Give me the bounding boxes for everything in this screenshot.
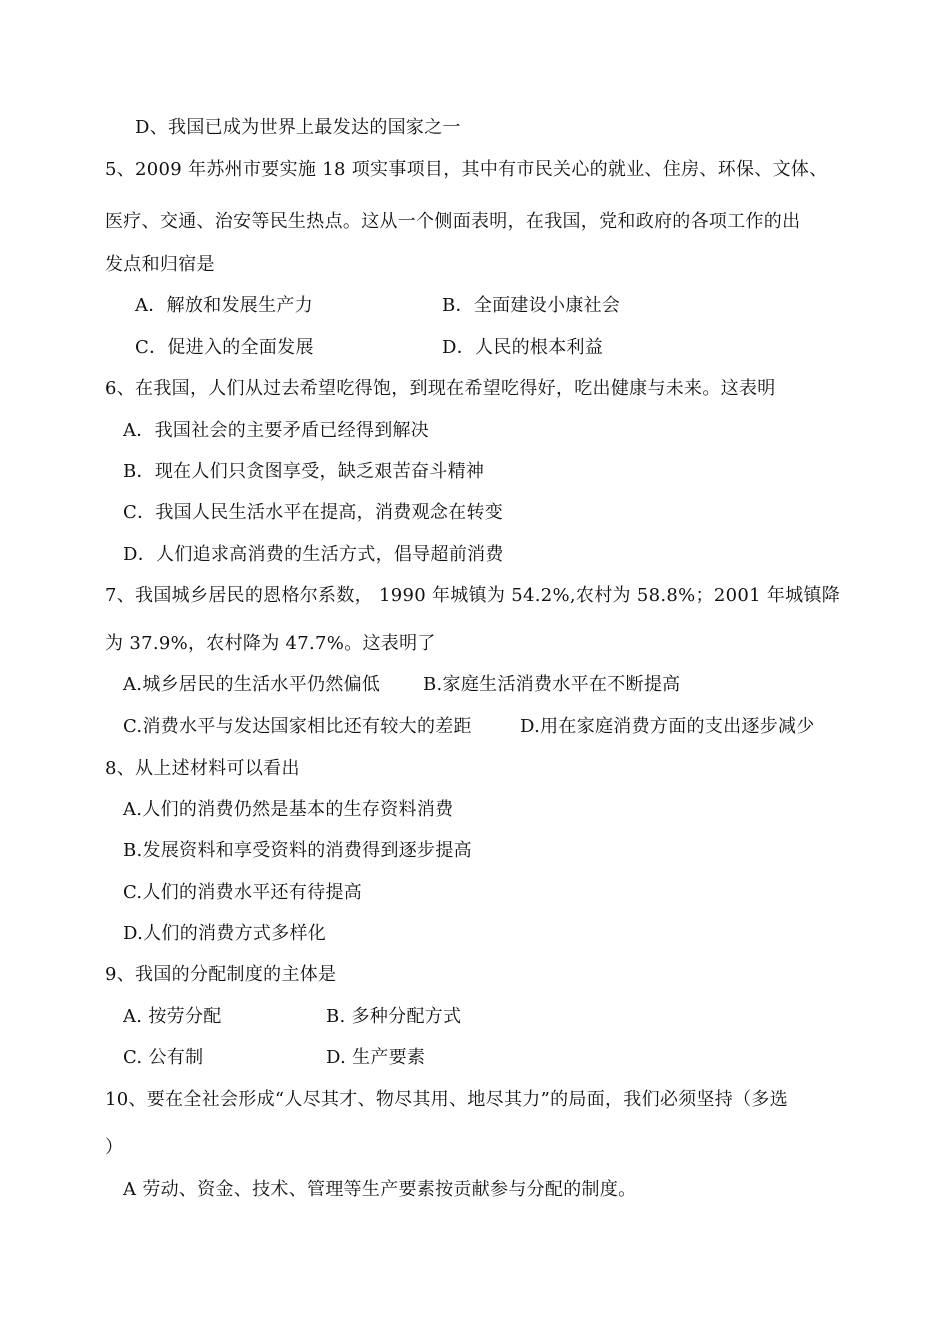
- q8-stem: 8、从上述材料可以看出: [105, 758, 300, 779]
- q10-option-a: A 劳动、资金、技术、管理等生产要素按贡献参与分配的制度。: [123, 1179, 637, 1200]
- q4-option-d: D、我国已成为世界上最发达的国家之一: [135, 117, 461, 138]
- q5-stem-line-1: 5、2009 年苏州市要实施 18 项实事项目，其中有市民关心的就业、住房、环保、文体、: [105, 159, 828, 180]
- q7-option-c: C.消费水平与发达国家相比还有较大的差距: [123, 716, 472, 737]
- q9-option-a: A. 按劳分配: [123, 1006, 222, 1027]
- q7-stem-line-1: 7、我国城乡居民的恩格尔系数， 1990 年城镇为 54.2%,农村为 58.8%；2001 年城镇降: [105, 585, 841, 606]
- q8-option-a: A.人们的消费仍然是基本的生存资料消费: [123, 799, 454, 820]
- q9-option-c: C. 公有制: [123, 1047, 204, 1068]
- q5-stem-line-2: 医疗、交通、治安等民生热点。这从一个侧面表明，在我国，党和政府的各项工作的出: [105, 211, 801, 232]
- q7-option-a: A.城乡居民的生活水平仍然偏低: [123, 674, 381, 695]
- q5-stem-line-3: 发点和归宿是: [105, 254, 215, 275]
- q6-option-a: A．我国社会的主要矛盾已经得到解决: [123, 420, 430, 441]
- q9-option-b: B. 多种分配方式: [326, 1006, 462, 1027]
- q5-option-c: C．促进入的全面发展: [135, 337, 314, 358]
- q5-option-a: A．解放和发展生产力: [135, 295, 313, 316]
- q8-option-c: C.人们的消费水平还有待提高: [123, 882, 363, 903]
- q9-option-d: D. 生产要素: [326, 1047, 426, 1068]
- q6-option-d: D．人们追求高消费的生活方式，倡导超前消费: [123, 544, 504, 565]
- q8-option-b: B.发展资料和享受资料的消费得到逐步提高: [123, 840, 472, 861]
- q9-stem: 9、我国的分配制度的主体是: [105, 964, 337, 985]
- q8-option-d: D.人们的消费方式多样化: [123, 923, 327, 944]
- q6-stem: 6、在我国，人们从过去希望吃得饱，到现在希望吃得好，吃出健康与未来。这表明: [105, 378, 776, 399]
- q5-option-b: B．全面建设小康社会: [442, 295, 621, 316]
- q7-stem-line-2: 为 37.9%，农村降为 47.7%。这表明了: [105, 633, 436, 654]
- q7-option-b: B.家庭生活消费水平在不断提高: [423, 674, 681, 695]
- q10-stem-line-1: 10、要在全社会形成“人尽其才、物尽其用、地尽其力”的局面，我们必须坚持（多选: [105, 1089, 789, 1110]
- q10-stem-line-2: ）: [105, 1137, 124, 1158]
- q7-option-d: D.用在家庭消费方面的支出逐步减少: [520, 716, 815, 737]
- q6-option-b: B．现在人们只贪图享受，缺乏艰苦奋斗精神: [123, 461, 485, 482]
- q6-option-c: C．我国人民生活水平在提高，消费观念在转变: [123, 502, 504, 523]
- q5-option-d: D．人民的根本利益: [442, 337, 604, 358]
